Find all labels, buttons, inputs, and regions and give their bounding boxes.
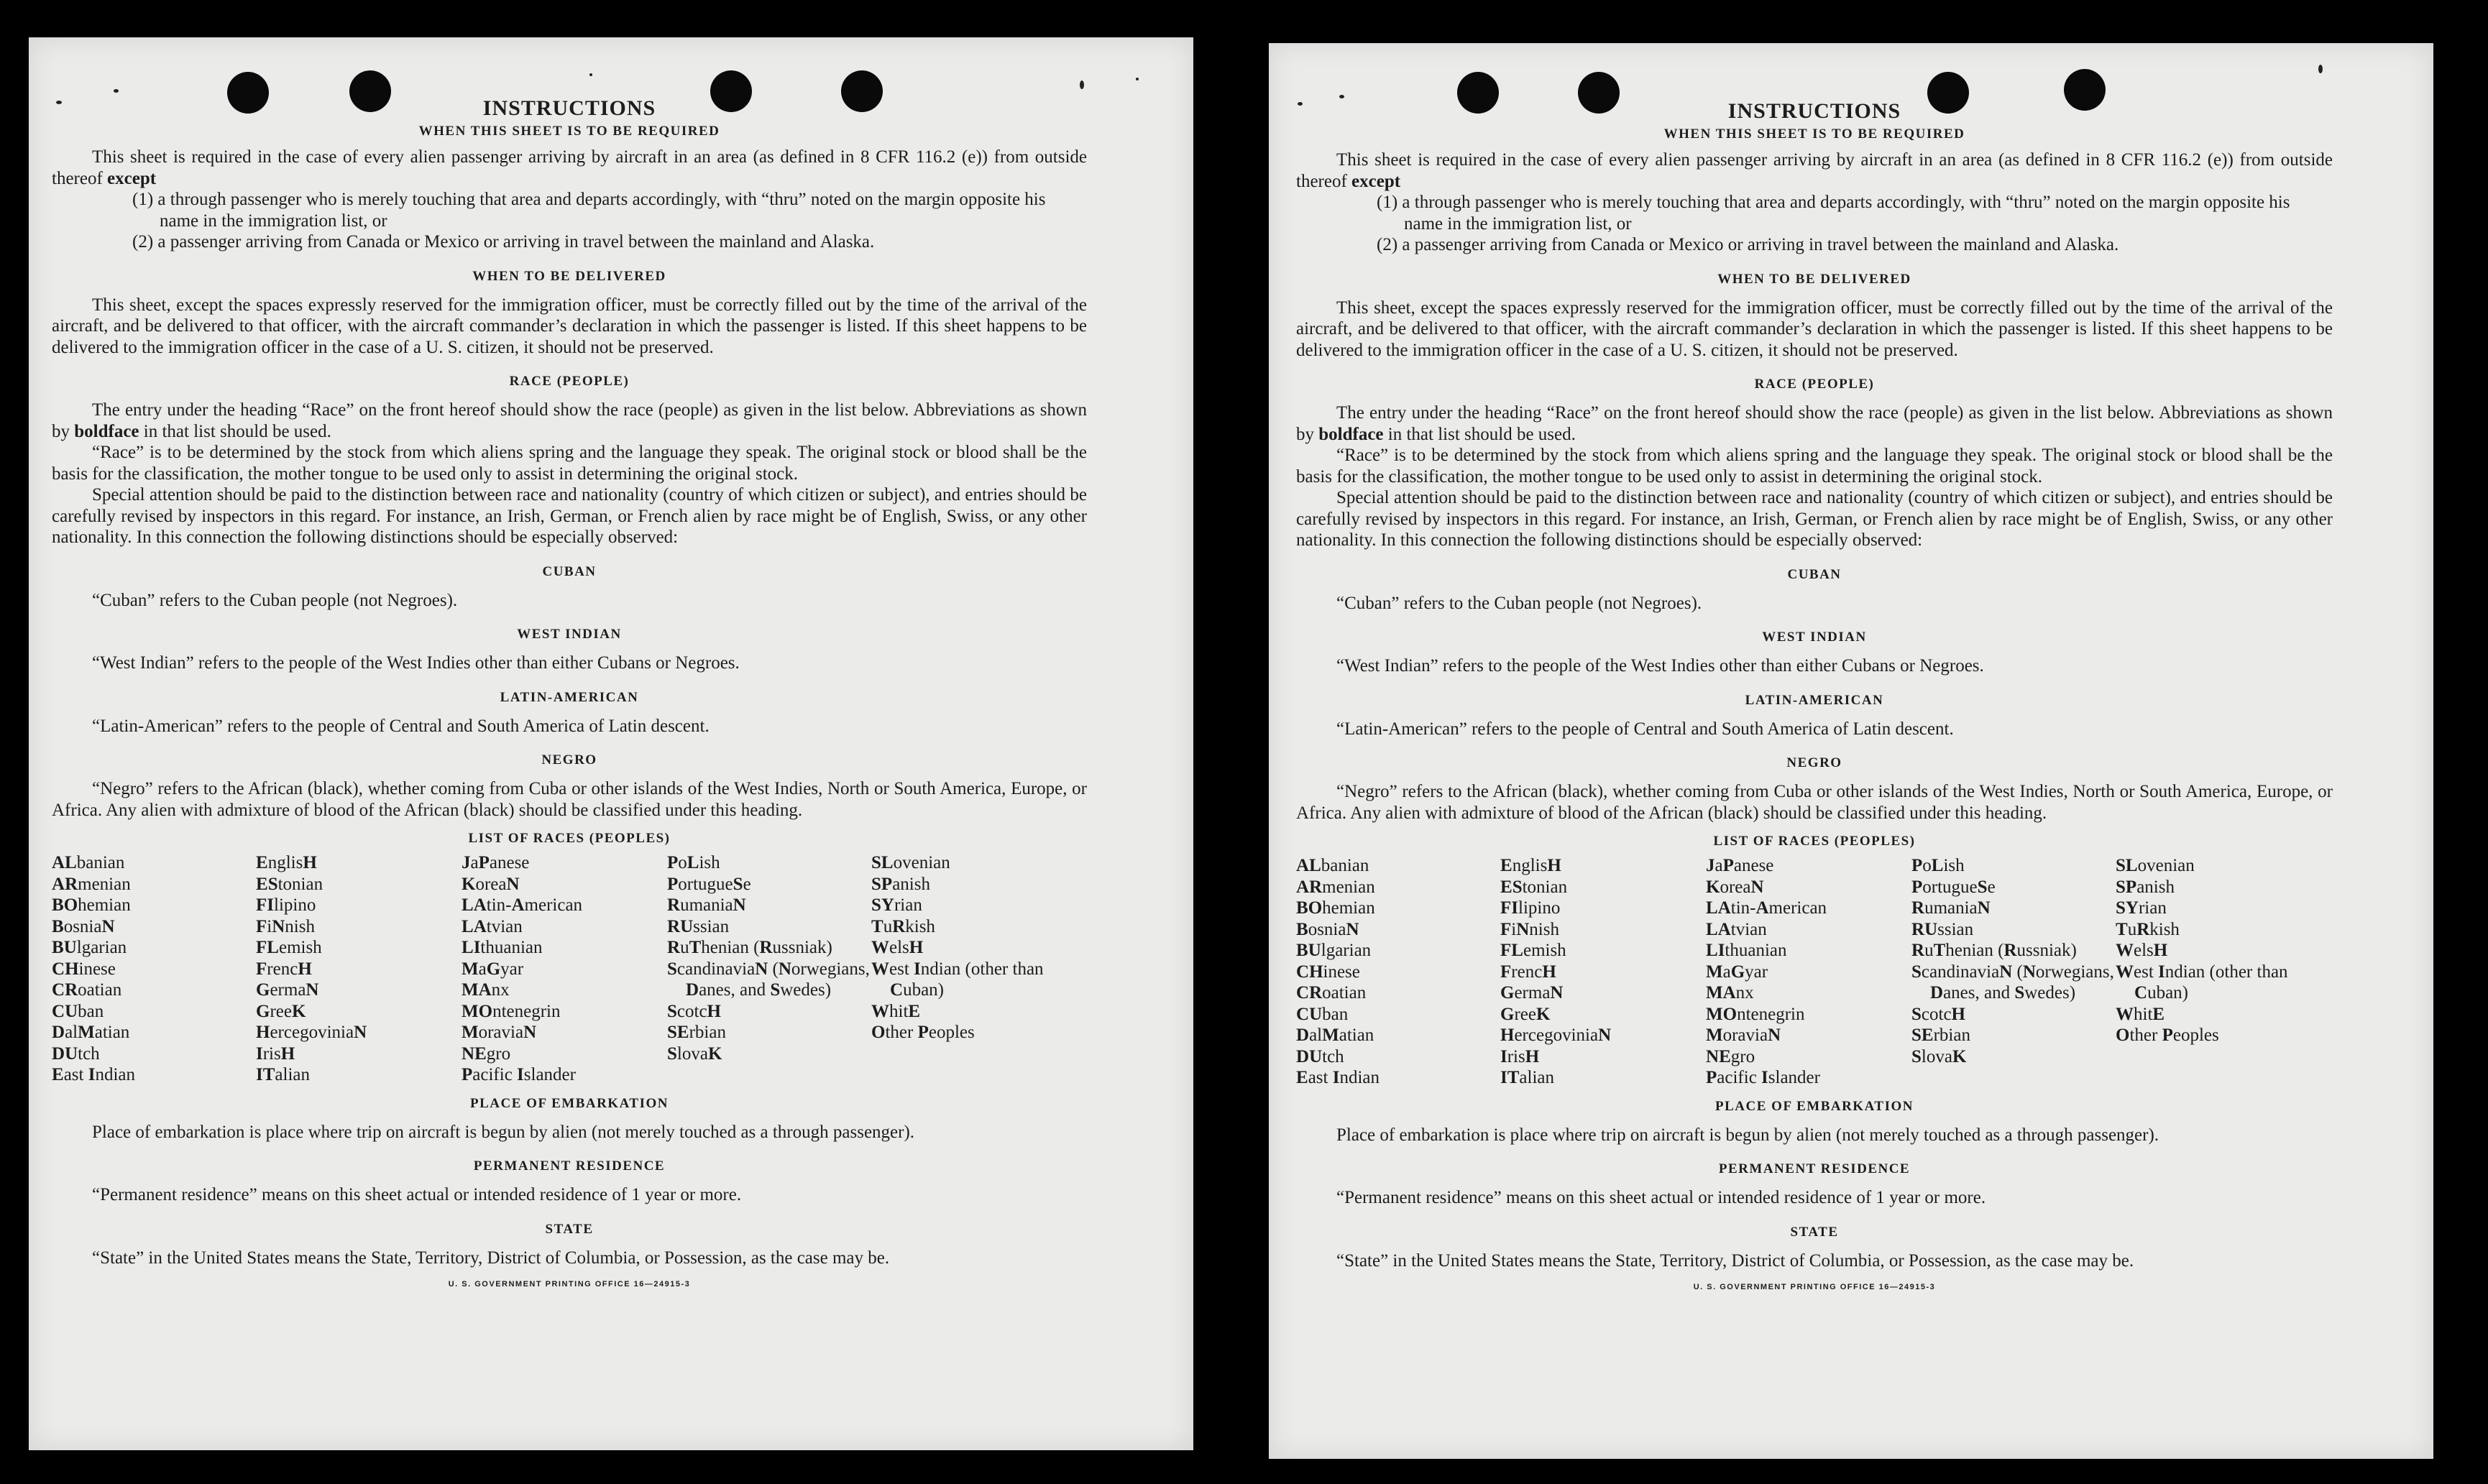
paragraph: “Race” is to be determined by the stock from which aliens spring and the language they speak. The original stock or blood shall be the basis for the classification, the mother tongue to be used only to assist in determining the original stock.: [52, 443, 1087, 484]
race-item: EStonian: [1500, 877, 1568, 897]
paragraph: Special attention should be paid to the distinction between race and nationality (country of which citizen or subject), and entries should be carefully revised by inspectors in this regard. For instance, an Irish, German, or French alien by race might be of English, Swiss, or any other nationality. In this connection the following distinctions should be especially observed:: [1296, 488, 2333, 550]
paragraph: “Permanent residence” means on this sheet actual or intended residence of 1 year or more.: [1336, 1188, 1986, 1207]
race-list: [52, 852, 1087, 1086]
race-item: ScotcH: [667, 1001, 721, 1021]
race-item: DUtch: [1296, 1046, 1344, 1066]
race-item: PortugueSe: [1911, 877, 1996, 897]
printing-office-footer: U. S. GOVERNMENT PRINTING OFFICE 16—24915-3: [1693, 1283, 1936, 1291]
race-column: [52, 852, 256, 1086]
race-item: CHinese: [1296, 962, 1360, 982]
section-heading: PERMANENT RESIDENCE: [1718, 1161, 1911, 1176]
race-item: SPanish: [871, 874, 930, 894]
race-item: BosniaN: [52, 916, 115, 936]
race-item: BosniaN: [1296, 919, 1359, 939]
race-item: CRoatian: [52, 980, 122, 1000]
section-heading: WEST INDIAN: [517, 627, 622, 642]
speck: [2318, 65, 2323, 73]
race-item: LAtin-American: [1706, 898, 1827, 918]
race-item: CUban: [52, 1001, 104, 1021]
race-item: PoLish: [1911, 856, 1965, 875]
race-column: [1296, 855, 1500, 1089]
race-item: NEgro: [1706, 1046, 1755, 1066]
race-item: Pacific Islander: [1706, 1068, 1820, 1087]
list-item: (2) a passenger arriving from Canada or Mexico or arriving in travel between the mainland and Alaska.: [132, 232, 875, 252]
race-item: RuThenian (Russniak): [667, 938, 832, 957]
race-item: SPanish: [2116, 877, 2175, 897]
paragraph: “Latin-American” refers to the people of Central and South America of Latin descent.: [92, 716, 710, 736]
race-item: NEgro: [462, 1043, 511, 1064]
race-item: WhitE: [871, 1001, 921, 1021]
section-heading: NEGRO: [1786, 755, 1842, 770]
paragraph: “Race” is to be determined by the stock from which aliens spring and the language they speak. The original stock or blood shall be the basis for the classification, the mother tongue to be used only to assist in determining the original stock.: [1296, 446, 2333, 487]
section-heading: STATE: [1790, 1224, 1839, 1240]
section-heading: WHEN TO BE DELIVERED: [472, 268, 666, 284]
section-heading: WHEN TO BE DELIVERED: [1717, 271, 1911, 287]
race-item: ITalian: [256, 1065, 311, 1084]
race-item: FrencH: [1500, 962, 1556, 982]
race-item: BUlgarian: [1296, 941, 1372, 960]
race-item: MAnx: [1706, 983, 1754, 1003]
race-item: SYrian: [871, 895, 922, 915]
race-item: MoraviaN: [1706, 1026, 1781, 1045]
race-item: Other Peoples: [871, 1023, 975, 1042]
race-item: BUlgarian: [52, 938, 127, 957]
race-item: TuRkish: [871, 916, 935, 936]
race-item: KoreaN: [462, 874, 520, 894]
paragraph: This sheet is required in the case of every alien passenger arriving by aircraft in an area (as defined in 8 CFR 116.2 (e)) from outside thereof except: [1296, 150, 2333, 191]
paragraph: “Cuban” refers to the Cuban people (not Negroes).: [1336, 593, 1702, 613]
race-column: [2116, 855, 2317, 1089]
race-list: [1296, 855, 2333, 1089]
race-item: ALbanian: [52, 853, 125, 872]
list-item: (2) a passenger arriving from Canada or Mexico or arriving in travel between the mainland and Alaska.: [1377, 235, 2119, 254]
instructions-body: [1296, 99, 2333, 1299]
race-column: [1911, 855, 2116, 1089]
paragraph: “Negro” refers to the African (black), whether coming from Cuba or other islands of the West Indies, North or South America, Europe, or Africa. Any alien with admixture of blood of the African (black) should be classified under this heading.: [52, 779, 1087, 820]
race-item: JaPanese: [1706, 856, 1774, 875]
race-item: LAtvian: [462, 916, 523, 936]
race-item: LIthuanian: [462, 938, 543, 957]
race-column: [667, 852, 871, 1086]
section-heading: LIST OF RACES (PEOPLES): [1713, 834, 1916, 849]
race-item: JaPanese: [462, 853, 530, 872]
race-item: ScandinaviaN (Norwegians, Danes, and Swedes): [667, 959, 870, 1000]
section-heading: CUBAN: [542, 563, 597, 579]
section-heading: WHEN THIS SHEET IS TO BE REQUIRED: [418, 124, 720, 139]
instructions-body: [52, 96, 1087, 1296]
speck: [114, 89, 119, 93]
race-item: MOntenegrin: [462, 1001, 561, 1021]
section-heading: LIST OF RACES (PEOPLES): [468, 831, 671, 846]
race-item: MoraviaN: [462, 1023, 537, 1042]
paragraph: “West Indian” refers to the people of the West Indies other than either Cubans or Negroes.: [92, 653, 740, 673]
race-item: SlovaK: [1911, 1046, 1967, 1066]
race-item: BOhemian: [1296, 898, 1375, 918]
speck: [1080, 80, 1084, 89]
race-item: West Indian (other than Cuban): [871, 959, 1044, 1000]
race-column: [256, 852, 462, 1086]
race-item: RumaniaN: [667, 895, 746, 915]
race-item: SlovaK: [667, 1043, 722, 1064]
race-item: DUtch: [52, 1043, 100, 1064]
race-item: West Indian (other than Cuban): [2116, 962, 2288, 1003]
race-item: SErbian: [667, 1023, 726, 1042]
race-item: ITalian: [1500, 1068, 1555, 1087]
paragraph: “State” in the United States means the State, Territory, District of Columbia, or Possession, as the case may be.: [92, 1248, 890, 1268]
race-item: MOntenegrin: [1706, 1004, 1805, 1024]
race-item: KoreaN: [1706, 877, 1764, 897]
printing-office-footer: U. S. GOVERNMENT PRINTING OFFICE 16—24915-3: [448, 1280, 691, 1289]
race-column: [462, 852, 667, 1086]
paragraph: This sheet, except the spaces expressly reserved for the immigration officer, must be correctly filled out by the time of the arrival of the aircraft, and be delivered to that officer, with the aircraft commander’s declaration in which the passenger is listed. If this sheet happens to be delivered to the immigration officer in the case of a U. S. citizen, it should not be preserved.: [1296, 298, 2333, 360]
race-item: ARmenian: [52, 874, 131, 894]
race-item: GreeK: [256, 1001, 306, 1021]
race-item: EnglisH: [256, 853, 317, 872]
paragraph: The entry under the heading “Race” on the front hereof should show the race (people) as given in the list below. Abbreviations as shown by boldface in that list should be used.: [52, 400, 1087, 441]
speck: [1339, 95, 1344, 98]
paragraph: “Cuban” refers to the Cuban people (not Negroes).: [92, 590, 458, 610]
race-item: TuRkish: [2116, 919, 2180, 939]
section-heading: PLACE OF EMBARKATION: [1715, 1098, 1914, 1114]
race-item: BOhemian: [52, 895, 131, 915]
race-item: PortugueSe: [667, 874, 751, 894]
section-heading: RACE (PEOPLE): [1754, 377, 1875, 392]
race-item: FLemish: [256, 938, 322, 957]
race-item: RUssian: [667, 916, 730, 936]
race-column: [871, 852, 1073, 1086]
speck: [1136, 78, 1139, 80]
race-item: East Indian: [1296, 1068, 1380, 1087]
page-title: INSTRUCTIONS: [482, 96, 656, 120]
race-item: RuThenian (Russniak): [1911, 941, 2077, 960]
section-heading: STATE: [545, 1221, 594, 1237]
paragraph: Special attention should be paid to the distinction between race and nationality (country of which citizen or subject), and entries should be carefully revised by inspectors in this regard. For instance, an Irish, German, or French alien by race might be of English, Swiss, or any other nationality. In this connection the following distinctions should be especially observed:: [52, 485, 1087, 547]
race-item: MaGyar: [462, 959, 524, 979]
race-item: ALbanian: [1296, 856, 1369, 875]
race-item: GreeK: [1500, 1004, 1551, 1024]
race-column: [1706, 855, 1911, 1089]
race-item: FIlipino: [1500, 898, 1561, 918]
paragraph: Place of embarkation is place where trip on aircraft is begun by alien (not merely touched as a through passenger).: [92, 1122, 915, 1142]
race-item: LAtvian: [1706, 919, 1767, 939]
race-item: ScotcH: [1911, 1004, 1965, 1024]
paragraph: “Negro” refers to the African (black), whether coming from Cuba or other islands of the West Indies, North or South America, Europe, or Africa. Any alien with admixture of blood of the African (black) should be classified under this heading.: [1296, 782, 2333, 823]
paragraph: “Latin-American” refers to the people of Central and South America of Latin descent.: [1336, 719, 1954, 739]
race-item: LIthuanian: [1706, 941, 1787, 960]
paragraph: “West Indian” refers to the people of the West Indies other than either Cubans or Negroes.: [1336, 656, 1984, 676]
speck: [589, 73, 592, 76]
section-heading: PERMANENT RESIDENCE: [473, 1158, 666, 1174]
race-item: CUban: [1296, 1004, 1349, 1024]
race-item: FiNnish: [1500, 919, 1559, 939]
paragraph: This sheet is required in the case of every alien passenger arriving by aircraft in an area (as defined in 8 CFR 116.2 (e)) from outside thereof except: [52, 147, 1087, 188]
race-item: HercegoviniaN: [256, 1023, 367, 1042]
list-item: (1) a through passenger who is merely touching that area and departs accordingly, with “thru” noted on the margin opposite his name in the immigration list, or: [132, 190, 1046, 231]
paragraph: This sheet, except the spaces expressly reserved for the immigration officer, must be correctly filled out by the time of the arrival of the aircraft, and be delivered to that officer, with the aircraft commander’s declaration in which the passenger is listed. If this sheet happens to be delivered to the immigration officer in the case of a U. S. citizen, it should not be preserved.: [52, 295, 1087, 357]
section-heading: PLACE OF EMBARKATION: [470, 1095, 669, 1111]
race-item: MAnx: [462, 980, 510, 1000]
section-heading: LATIN-AMERICAN: [1745, 692, 1884, 708]
race-column: [1500, 855, 1706, 1089]
race-item: GermaN: [256, 980, 319, 1000]
race-item: IrisH: [1500, 1046, 1540, 1066]
race-item: SErbian: [1911, 1026, 1970, 1045]
race-item: Other Peoples: [2116, 1026, 2219, 1045]
section-heading: WHEN THIS SHEET IS TO BE REQUIRED: [1663, 126, 1965, 142]
page-title: INSTRUCTIONS: [1727, 99, 1901, 123]
race-item: CHinese: [52, 959, 116, 979]
race-item: FrencH: [256, 959, 312, 979]
race-item: ARmenian: [1296, 877, 1375, 897]
race-item: LAtin-American: [462, 895, 583, 915]
race-item: SYrian: [2116, 898, 2167, 918]
document-page-left: [29, 37, 1193, 1450]
race-item: East Indian: [52, 1065, 135, 1084]
race-item: EStonian: [256, 874, 323, 894]
race-item: GermaN: [1500, 983, 1564, 1003]
race-item: SLovenian: [871, 853, 950, 872]
race-item: FiNnish: [256, 916, 315, 936]
paragraph: The entry under the heading “Race” on the front hereof should show the race (people) as given in the list below. Abbreviations as shown by boldface in that list should be used.: [1296, 403, 2333, 444]
race-item: WelsH: [871, 938, 924, 957]
race-item: MaGyar: [1706, 962, 1768, 982]
section-heading: RACE (PEOPLE): [509, 374, 630, 389]
section-heading: LATIN-AMERICAN: [500, 689, 639, 705]
section-heading: WEST INDIAN: [1762, 630, 1867, 645]
section-heading: NEGRO: [541, 752, 597, 768]
paragraph: “Permanent residence” means on this sheet actual or intended residence of 1 year or more.: [92, 1185, 742, 1204]
race-item: CRoatian: [1296, 983, 1367, 1003]
race-item: Pacific Islander: [462, 1065, 576, 1084]
race-item: RumaniaN: [1911, 898, 1991, 918]
race-item: SLovenian: [2116, 856, 2195, 875]
paragraph: “State” in the United States means the State, Territory, District of Columbia, or Possession, as the case may be.: [1336, 1250, 2134, 1271]
race-item: EnglisH: [1500, 856, 1561, 875]
list-item: (1) a through passenger who is merely touching that area and departs accordingly, with “thru” noted on the margin opposite his name in the immigration list, or: [1377, 193, 2290, 234]
section-heading: CUBAN: [1787, 566, 1842, 582]
race-item: WhitE: [2116, 1004, 2165, 1024]
race-item: WelsH: [2116, 941, 2168, 960]
paragraph: Place of embarkation is place where trip on aircraft is begun by alien (not merely touched as a through passenger).: [1336, 1125, 2159, 1145]
race-item: IrisH: [256, 1043, 295, 1064]
race-item: DalMatian: [52, 1023, 130, 1042]
document-page-right: [1269, 43, 2433, 1459]
race-item: FIlipino: [256, 895, 316, 915]
race-item: PoLish: [667, 853, 720, 872]
race-item: DalMatian: [1296, 1026, 1374, 1045]
race-item: RUssian: [1911, 919, 1974, 939]
race-item: ScandinaviaN (Norwegians, Danes, and Swedes): [1911, 962, 2114, 1003]
race-item: HercegoviniaN: [1500, 1026, 1612, 1045]
race-item: FLemish: [1500, 941, 1566, 960]
